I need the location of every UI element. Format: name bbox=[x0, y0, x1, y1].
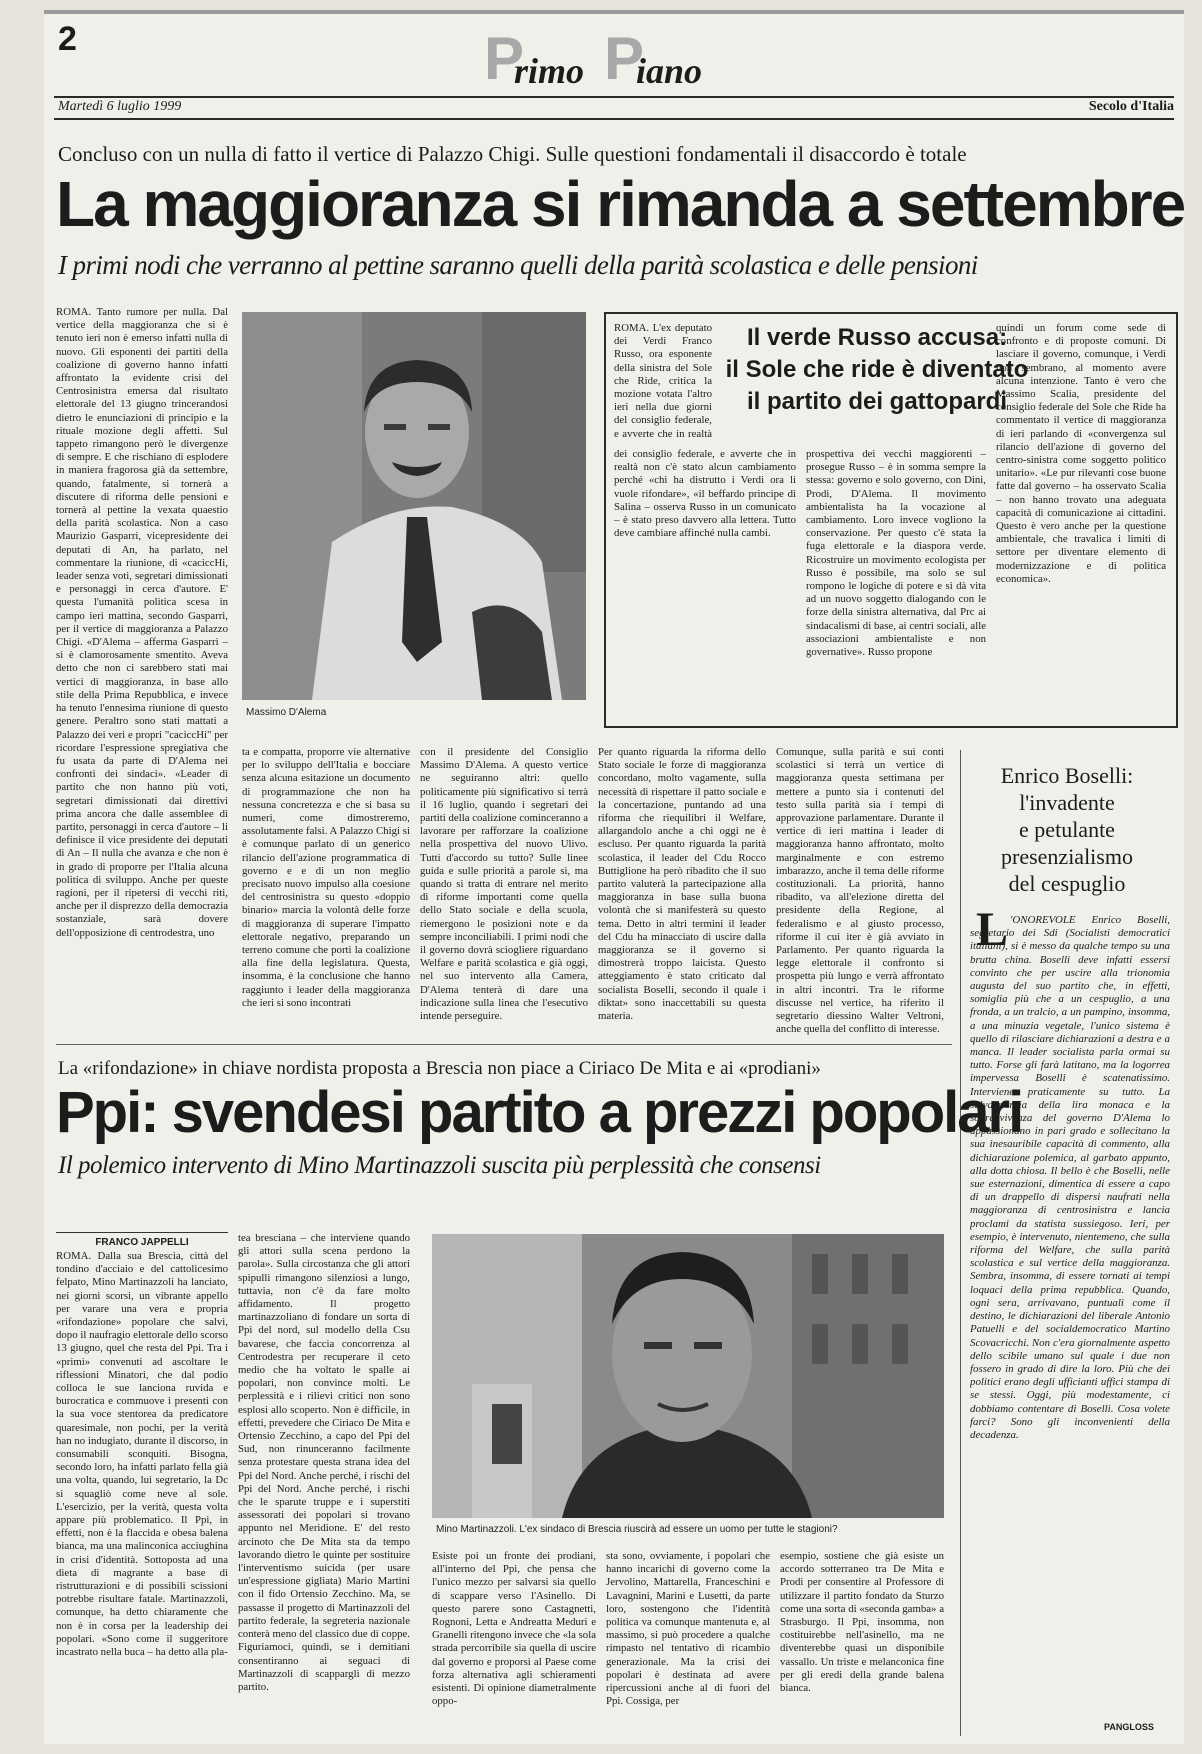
russo-box-column-3 bbox=[996, 322, 1166, 710]
section-initial-2: P bbox=[604, 25, 645, 92]
martinazzoli-photo-caption: Mino Martinazzoli. L'ex sindaco di Brescia riuscirà ad essere un uomo per tutte le stagioni? bbox=[436, 1524, 838, 1535]
boselli-headline bbox=[964, 762, 1170, 897]
russo-headline-line-2: il Sole che ride è diventato bbox=[725, 356, 1029, 383]
article2-col4-text: sta sono, ovviamente, i popolari che hanno incarichi di governo come la Jervolino, Mattarella, Franceschini e Lavagnini, Marini e Lusetti, da parte loro, sostengono che l'identità politica va comunque mantenuta e, al massimo, si può procedere a qualche rimpasto nel tentativo di ricambio generazionale. Ma la crisi dei popolari è destinata ad avere ripercussioni anche al di fuori del Ppi. Cossiga, per bbox=[606, 1550, 770, 1708]
dalema-photo-caption: Massimo D'Alema bbox=[246, 707, 327, 718]
article1-column-1 bbox=[56, 306, 228, 1036]
russo-box-column-2 bbox=[806, 448, 986, 710]
masthead-rule-top bbox=[54, 96, 1174, 98]
article1-col3-text: con il presidente del Consiglio Massimo D'Alema. A questo vertice ne seguiranno altri: quello politicamente più significativo si terrà il 16 luglio, quando i segretari dei partiti della coalizione cominceranno a lavorare per rafforzare la coalizione nella prospettiva del nuovo Ulivo. Tutti d'accordo su tutto? Sulle linee guida e sulle priorità a parole sì, ma quando si tratta di entrare nel merito di riforme importanti come quella dello Stato sociale e della scuola, riemergono le posizioni note e da sempre inconciliabili. I primi nodi che il governo dovrà sciogliere riguardano Welfare e parità scolastica e già oggi, nel suo intervento alla Camera, D'Alema tenterà di dare una indicazione sulla linea che l'esecutivo intende perseguire. bbox=[420, 746, 588, 1023]
article2-col5-text: esempio, sostiene che già esiste un accordo sotterraneo tra De Mita e Prodi per consentire al Professore di utilizzare il partito fondato da Sturzo come una sorta di «seconda gamba» a Strasburgo. Il Ppi, insomma, non costituirebbe nell'asinello, ma ne diventerebbe quasi un disponibile vassallo. Un triste e melanconica fine per gli eredi della grande balena bianca. bbox=[780, 1550, 944, 1695]
article2-col2-text: tea bresciana – che interviene quando gli attori sulla scena perdono la parola». Sulla circostanza che gli attori spipulli rimangono silenziosi a lungo, tuttavia, non c'è da fare molto affidamento. Il progetto martinazzoliano di fondare un sorta di Ppi del nord, sul modello della Csu bavarese, che faccia concorrenza al Centrodestra per recuperare il ceto medio che ha voltato le spalle ai popolari, non convince molti. Le perplessità e i rilievi critici non sono esplosi allo scoperto. Non è difficile, in effetti, prevedere che Ciriaco De Mita e Ortensio Zecchino, a capo del Ppi del Sud, non rinunceranno facilmente senza protestare questa strana idea del Ppi del Nord. Anche perché, i rischi del Ppi del Nord. Anche perché, i rischi che le sparute truppe e i superstiti assessorati dei popolari si trovano appunto nel Meridione. E' del resto arcinoto che De Mita sta da tempo lavorando dietro le quinte per sostituire l'interventismo suicida (per usare un'espressione gigliata) Mario Martini con il fido Ortensio Zecchino. Ma, se passasse il progetto di Martinazzoli del partito federale, la segreteria nazionale conterà meno del classico due di coppe. Figuriamoci, quindi, se i demitiani consentiranno ai seguaci di Martinazzoli di scappargli di mezzo partito. bbox=[238, 1232, 410, 1693]
boselli-headline-line-1: Enrico Boselli: bbox=[1000, 763, 1134, 788]
russo-col3-text: quindi un forum come sede di confronto e di proposte comuni. Di lasciare il governo, comunque, i Verdi non sembrano, al momento avere alcuna intenzione. Tanto è vero che Massimo Scalia, presidente del consiglio federale del Sole che Ride ha commentato il vertice di maggioranza di ieri parlando di «convergenza sul rilancio dell'azione di governo del centro-sinistra come soggetto politico unitario». «Le pur rilevanti cose buone fatte dal governo – ha osservato Scalia – non hanno trovato una adeguata capacità di comunicazione ai cittadini. Questo è vero anche per la questione ambientale, che travalica i limiti di settore per diventare elemento di modernizzazione e di politica economica». bbox=[996, 322, 1166, 585]
newspaper-page bbox=[44, 10, 1184, 1744]
article2-col1-text: ROMA. Dalla sua Brescia, città del tondino d'acciaio e del cattolicesimo felpato, Mino Martinazzoli ha lanciato, nei giorni scorsi, un vibrante appello per varare una vera e propria «rifondazione» popolare che salvi, dopo il naufragio elettorale dello scorso 13 giugno, quel che resta del Ppi. Tra i «primi» convenuti ad ascoltare le riflessioni Minatori, che dal podio colloca le sue lanciona ruvida e burocratica e commuove i presenti con la sua voce stentorea da predicatore quaresimale, non pochi, per la verità han no indugiato, durante il discorso, in consumabili sconquiti. Bisogna, secondo loro, ha infatti parlato fella già una volta, quando, lui segretario, la Dc si squagliò come neve al sole. L'esercizio, per la verità, questa volta appare più problematico. Il Ppi, in effetti, non è la flaccida e obesa balena bianca, ma una malinconica acciughina in crisi d'identità. Sottoposta ad una dieta di magrante a base di ristrutturazioni e di possibili scissioni potrebbe risultare fatale. Martinazzoli, comunque, ha detto chiaramente che non è in corsa per la leadership dei popolari. «Sono come il suggeritore incastrato nella buca – ha detto alla pla- bbox=[56, 1250, 228, 1659]
article1-col1-text: ROMA. Tanto rumore per nulla. Dal vertice della maggioranza che si è tenuto ieri non è emerso infatti nulla di nuovo. Gli esponenti dei partiti della coalizione di governo hanno infatti affrontato la evidente crisi del Centrosinistra emersa dal risultato elettorale del 13 giugno trincerandosi dietro le enunciazioni di principio e la rituale mozione degli affetti. Sul tappeto rimangono però le divergenze di sempre. E che rischiano di esplodere in maniera fragorosa già da settembre, quando, fatalmente, si tornerà a discutere di riforma delle pensioni e tornerà al pettine la vexata quaestio della parità scolastica. Non a caso Maurizio Gasparri, vicepresidente dei deputati di An, ha parlato, nel commentare la riunione, di «caciccHi, leader senza voti, segretari dimissionati e personaggi in cerca d'autore. E' questa l'umanità politica scesa in campo ieri mattina, secondo Gasparri, per il vertice di maggioranza a Palazzo Chigi. «D'Alema – afferma Gasparri – si è clamorosamente smentito. Aveva detto che non ci sarebbero stati mai vertici di maggioranza, in base allo stile della Prima Repubblica, e invece ha tenuto l'ennesima riunione di questo genere. Peraltro sono stati mattati a Palazzo dei veri e propri "caciccHi" per ricordare l'espressione spregiativa che fu usata da parte di D'Alema nei confronti dei sindaci». «Leader di partito che non hanno più voti, segretari dimissionati dai direttivi prima ancora che dalle assemblee di partito, personaggi in cerca d'autore – li definisce il vice presidente dei deputati di An – Il nulla che avanza e che non è in grado di proporre per l'Italia alcuna politica di sviluppo. Anche per queste ragioni, per il ripetersi di vecchi riti, anche per il disprezzo della democrazia sostanziale, sarà dovere dell'opposizione di centrodestra, uno bbox=[56, 306, 228, 939]
article1-col2-text: ta e compatta, proporre vie alternative per lo sviluppo dell'Italia e bocciare senza alcuna esitazione un documento di programmazione che non ha nessuna concretezza e che si basa su numeri, come dimostreremo, assolutamente falsi. A Palazzo Chigi si è comunque parlato di un generico rilancio dell'azione programmatica di governo e e di un non meglio precisato nuovo impulso alla coesione del centrosinistra su questo «doppio binario» marcia la volontà delle forze di maggioranza di superare l'impatto elettorale negativo, preparando un terreno comune che porti la coalizione alla fine della legislatura. Questa, insomma, è la conclusione che hanno raggiunto i leader della maggioranza che ieri si sono incontrati bbox=[242, 746, 410, 1009]
russo-headline-line-3: il partito dei gattopardi bbox=[746, 388, 1007, 415]
masthead-rule-bottom bbox=[54, 118, 1174, 120]
boselli-headline-line-5: del cespuglio bbox=[1008, 871, 1126, 896]
article1-column-3 bbox=[420, 746, 588, 1036]
issue-date: Martedì 6 luglio 1999 bbox=[58, 99, 182, 114]
boselli-dropcap: L bbox=[976, 903, 1009, 956]
article1-column-4 bbox=[598, 746, 766, 1036]
article2-column-4 bbox=[606, 1550, 770, 1736]
boselli-body bbox=[970, 914, 1170, 1710]
russo-box-column-1 bbox=[614, 448, 796, 710]
article2-column-5 bbox=[780, 1550, 944, 1736]
page-number: 2 bbox=[58, 20, 77, 58]
article1-col4-text: Per quanto riguarda la riforma dello Stato sociale le forze di maggioranza concordano, molto vagamente, sulla necessità di rispettare il patto sociale e la concertazione, puntando ad una riforma che riequilibri il Welfare, allargandolo anche a chi oggi ne è escluso. Per quanto riguarda la parità scolastica, il leader del Cdu Rocco Buttiglione ha però ribadito che il suo partito valuterà la partecipazione alla maggioranza in base sulla buona volontà che si manifesterà su questo tema. Detto in altri termini il leader del Cdu ha minacciato di uscire dalla maggioranza se il governo si dimostrerà troppo laicista. Questo atteggiamento è stato criticato dal socialista Boselli, secondo il quale i diktat» sono inaccettabili su questa materia. bbox=[598, 746, 766, 1023]
russo-col1-text: ROMA. L'ex deputato dei Verdi Franco Russo, ora esponente della sinistra del Sole che Ride, critica la mozione votata l'altro ieri nella due giorni del consiglio federale, e avverte che in realtà bbox=[614, 322, 712, 440]
boselli-headline-line-3: e petulante bbox=[1019, 817, 1115, 842]
boselli-headline-line-4: presenzialismo bbox=[1001, 844, 1133, 869]
article1-col5-text: Comunque, sulla parità e sui conti scolastici si terrà un vertice di maggioranza questa settimana per mettere a punto sia i contenuti del testo sulla parità sia i tempi di approvazione parlamentare. Durante il vertice di ieri mattina i leader di maggioranza hanno affrontato, molto marginalmente e con estremo imbarazzo, anche il tema delle riforme costituzionali. La priorità, hanno ribadito, va all'elezione diretta del presidente della Regione, al federalismo e al giusto processo, riforme il cui iter è già avviato in Parlamento. Per quanto riguarda la legge elettorale il confronto si prospetta più lungo e verrà affrontato in altri incontri. Tra le riforme discusse nel vertice, ha riferito il segretario diessino Walter Veltroni, anche quella del conflitto di interesse. bbox=[776, 746, 944, 1036]
article1-headline: La maggioranza si rimanda a settembre bbox=[56, 168, 1184, 240]
article1-subhead: I primi nodi che verranno al pettine saranno quelli della parità scolastica e delle pensioni bbox=[58, 250, 978, 280]
newspaper-name: Secolo d'Italia bbox=[1088, 99, 1174, 114]
russo-box-intro bbox=[614, 322, 712, 442]
top-margin-rule bbox=[44, 10, 1184, 14]
article2-separator bbox=[56, 1044, 952, 1045]
section-word-2: iano bbox=[636, 51, 703, 91]
article2-col3-text: Esiste poi un fronte dei prodiani, all'interno del Ppi, che pensa che l'unico mezzo per salvarsi sia quello di scappare verso l'Asinello. Di questo parere sono Castagnetti, Rognoni, Letta e Andreatta Meduri e Granelli ritengono invece che «la sola strada percorribile sia quella di uscire dal governo e proporsi al Paese come forza alternativa agli schieramenti esistenti. Di opinione diametralmente oppo- bbox=[432, 1550, 596, 1708]
martinazzoli-photo-illustration bbox=[432, 1234, 944, 1518]
section-word-1: rimo bbox=[514, 51, 585, 91]
article1-column-2 bbox=[242, 746, 410, 1036]
boselli-body-text: 'ONOREVOLE Enrico Boselli, segretario dei Sdi (Socialisti democratici italiani), si è messo da qualche tempo su una brutta china. Boselli deve infatti essersi convinto che per uscire alla trionomia augusta del suo partito che, in effetti, somiglia più che a un cespuglio, a una fronda, a un tralcio, a un pampino, insomma, a una minuzia vegetale, l'unico sistema è quello di rilasciare dichiarazioni a destra e a manca. Il leader socialista parla ormai su tutto. Forse gli farà latitano, ma la logorrea impervessa Boselli è scatenatissimo. Interviene praticamente su tutto. La salvaguardia della lira monaca e la sopravvivenza del governo D'Alema lo appassionano in pari grado e sollecitano la sua inesauribile capacità di commento, alla dichiarazione polemica, al garbato appunto, alla dotta chiosa. Il bello è che Boselli, nelle sue esternazioni, dimentica di essere a capo di un drappello di dispersi naufrati nella maggioranza di centrosinistra e lancia proclami da statista sussiegoso. Ieri, per esempio, è intervenuto, nientemeno, che sulla riforma del Welfare, che sulla parità scolastica e sul vertice della maggioranza. Sembra, insomma, di essere tornati ai tempi loquaci della prima repubblica. Quando, ogni sera, arrivavano, puntuali come il destino, le dichiarazioni del liberale Antonio Patuelli e del socialdemocratico Martino Scovacricchi. Non c'era giornalmente aspetto dello scibile umano sul quale i due non fossero in grado di dire la loro. Più che dei politici erano degli ufficianti uffici stampa di se stessi. Oggi, più modestamente, ci dobbiamo contentare di Boselli. Cosa volete farci? Sono gli inconvenienti della decadenza. bbox=[970, 914, 1170, 1441]
boselli-headline-line-2: l'invadente bbox=[1019, 790, 1115, 815]
article2-subhead: Il polemico intervento di Mino Martinazzoli suscita più perplessità che consensi bbox=[58, 1152, 821, 1179]
russo-col2-text: prospettiva dei vecchi maggiorenti – prosegue Russo – è in somma sempre la stessa: governo e solo governo, con Dini, Prodi, D'Alema. Il movimento ambientalista ha la vocazione al cambiamento. Loro invece vogliono la conservazione. Per questo c'è stata la fuga elettorale e la diaspora verde. Ricostruire un movimento ecologista per Russo è possibile, ma solo se sul rompono le logiche di potere e si dà vita ad un nuovo soggetto dialogando con le forze della sinistra alternativa, dal Prc ai sindacalismi di base, ai centri sociali, alle associazioni ambientaliste e non governative». Russo propone bbox=[806, 448, 986, 659]
article2-column-1 bbox=[56, 1250, 228, 1736]
section-initial-1: P bbox=[484, 25, 525, 92]
section-title bbox=[484, 26, 784, 96]
article2-column-2 bbox=[238, 1232, 410, 1736]
russo-headline-line-1: Il verde Russo accusa: bbox=[746, 324, 1008, 351]
dalema-photo bbox=[242, 312, 586, 700]
martinazzoli-photo bbox=[432, 1234, 944, 1518]
russo-col1-continued: dei consiglio federale, e avverte che in realtà non c'è stato alcun cambiamento perché «chi ha distrutto i Verdi ora li vuole rifondare», «il beffardo principe di Salina – osserva Russo in un comunicato – è stato preso davvero alla lettera. Tutto deve cambiare affinché nulla cambi. bbox=[614, 448, 796, 540]
article2-byline: FRANCO JAPPELLI bbox=[56, 1232, 228, 1248]
article1-column-5 bbox=[776, 746, 944, 1036]
article2-headline: Ppi: svendesi partito a prezzi popolari bbox=[56, 1080, 1023, 1145]
article1-kicker: Concluso con un nulla di fatto il vertice di Palazzo Chigi. Sulle questioni fondamentali il disaccordo è totale bbox=[58, 142, 967, 166]
article2-kicker: La «rifondazione» in chiave nordista proposta a Brescia non piace a Ciriaco De Mita e ai «prodiani» bbox=[58, 1058, 821, 1079]
dalema-photo-illustration bbox=[242, 312, 586, 700]
russo-headline bbox=[722, 322, 1032, 418]
article2-column-3 bbox=[432, 1550, 596, 1736]
boselli-signature: PANGLOSS bbox=[1104, 1722, 1154, 1732]
